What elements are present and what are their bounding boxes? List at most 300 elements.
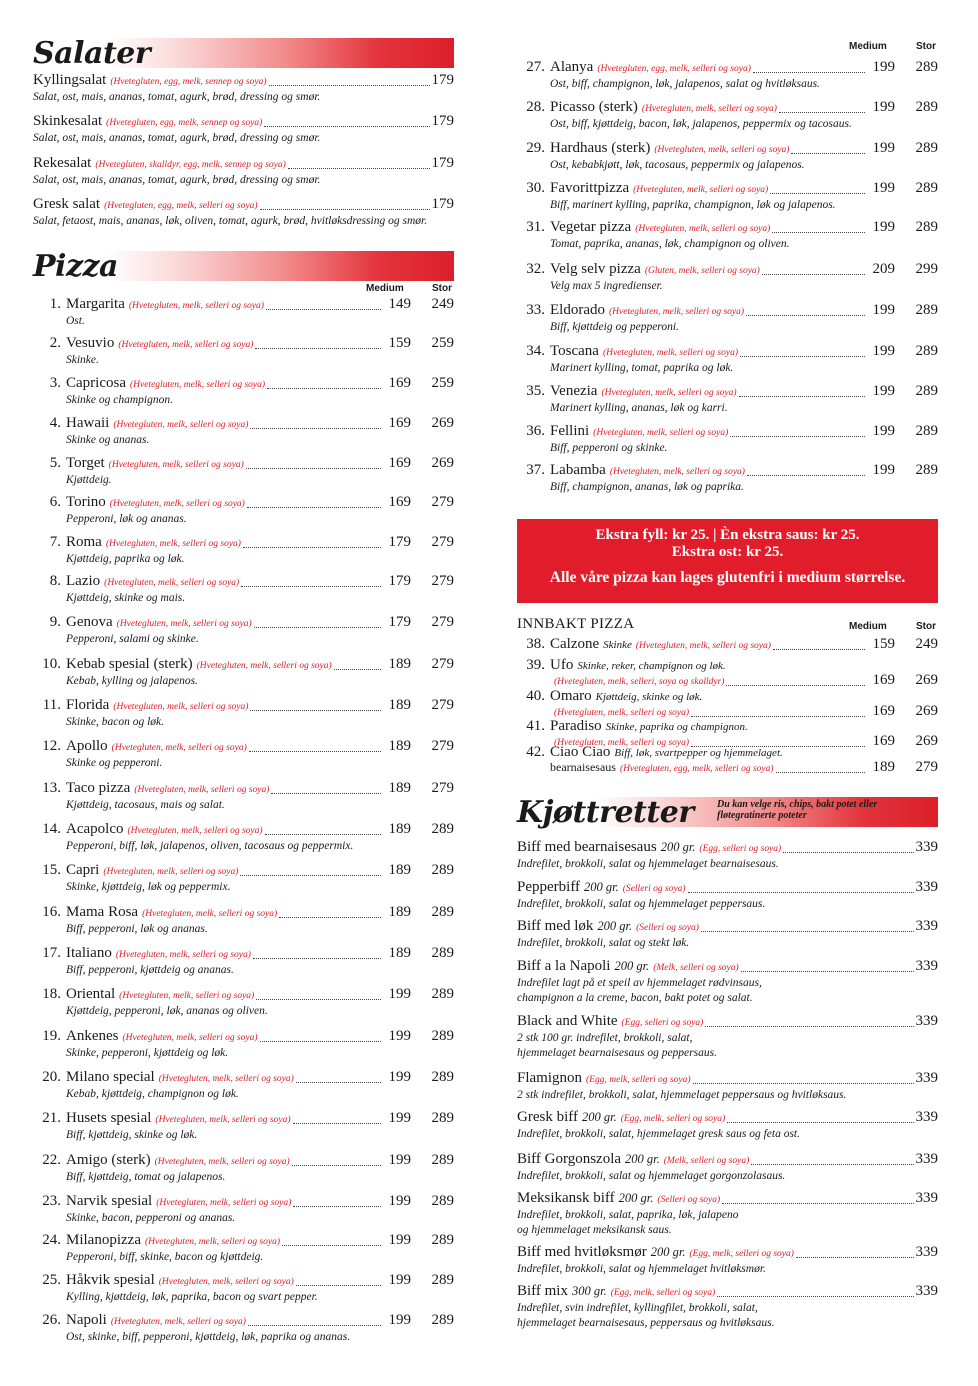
item-line: [33, 72, 454, 90]
price-stor: 289: [431, 1028, 454, 1044]
item-description: Skinke, reker, champignon og løk.: [577, 660, 726, 672]
item-name: Roma: [66, 534, 102, 550]
item-line: [517, 879, 938, 897]
dot-leader: [260, 1041, 381, 1042]
price-stor: 269: [431, 415, 454, 431]
section-banner: [517, 795, 938, 830]
price-stor: 259: [431, 375, 454, 391]
item-allergens: (Selleri og soya): [636, 923, 699, 933]
item-allergens: (Egg, selleri og soya): [621, 1018, 704, 1028]
item-description: Marinert kylling, ananas, løk og karri.: [550, 402, 728, 414]
price-stor: 249: [915, 636, 938, 652]
item-line: [517, 1190, 938, 1208]
item-price: 339: [915, 918, 938, 934]
item-size: 200 gr.: [614, 959, 650, 973]
item-allergens: (Hvetegluten, melk, selleri og soya): [108, 460, 244, 470]
item-number: 26.: [42, 1312, 61, 1328]
item-line: [33, 296, 411, 314]
item-size: 200 gr.: [625, 1152, 660, 1166]
price-medium: 199: [872, 383, 895, 399]
item-name: Favorittpizza: [550, 180, 630, 196]
dot-leader: [741, 971, 914, 972]
item-allergens: (Egg, melk, selleri og soya): [620, 1114, 726, 1124]
item-description: Ost.: [66, 315, 85, 327]
item-description: Indrefilet, brokkoli, salat og hjemmelaget gorgonzolasaus.: [517, 1170, 786, 1182]
item-price: 339: [915, 1109, 938, 1125]
item-allergens: (Hvetegluten, melk, selleri og soya): [134, 785, 270, 795]
item-allergens: (Egg, melk, selleri og soya): [610, 1288, 716, 1298]
item-allergens: (Egg, selleri og soya): [699, 844, 782, 854]
item-description: Skinke og champignon.: [66, 394, 173, 406]
innbakt-title: INNBAKT PIZZA: [517, 616, 635, 632]
item-description: Ost, biff, champignon, løk, jalapenos, salat og hvitløksaus.: [550, 78, 820, 90]
item-description: champignon a la creme, bacon, bakt potet og salat.: [517, 992, 753, 1004]
item-description: Biff, marinert kylling, paprika, champignon, løk og jalapenos.: [550, 199, 836, 211]
dot-leader: [241, 586, 381, 587]
item-allergens: (Hvetegluten, melk, selleri og soya): [158, 1277, 294, 1287]
item-allergens: (Egg, melk, selleri og soya): [689, 1249, 794, 1259]
dot-leader: [739, 396, 865, 397]
item-number: 39.: [526, 657, 545, 673]
item-allergens: (Hvetegluten, melk, selleri og soya): [113, 420, 249, 430]
item-price: 339: [915, 1283, 938, 1299]
item-description: 2 stk indrefilet, brokkoli, salat, hjemmelaget peppersaus og hvitløksaus.: [517, 1089, 847, 1101]
section-banner: [33, 36, 454, 71]
item-allergens: (Melk, selleri og soya): [653, 963, 739, 973]
item-price: 339: [915, 1070, 938, 1086]
item-allergens: (Hvetegluten, melk, selleri og soya): [602, 348, 739, 358]
item-name: Ciao Ciao: [550, 744, 611, 760]
price-medium: 199: [872, 219, 895, 235]
item-description: Ost, biff, kjøttdeig, bacon, løk, jalapenos, peppermix og tacosaus.: [550, 118, 852, 130]
item-description: Indrefilet lagt på et speil av hjemmelaget rødvinsaus,: [517, 977, 762, 989]
column-header-medium: Medium: [849, 621, 887, 632]
price-stor: 279: [431, 534, 454, 550]
item-allergens: (Hvetegluten, melk, selleri, soya og skalldyr): [554, 677, 725, 687]
item-line: [517, 180, 895, 198]
price-stor: 269: [431, 455, 454, 471]
item-number: 5.: [49, 455, 61, 471]
price-stor: 289: [915, 140, 938, 156]
item-number: 21.: [42, 1110, 61, 1126]
price-stor: 289: [915, 99, 938, 115]
item-name: Biff a la Napoli: [517, 958, 611, 974]
item-allergens: (Hvetegluten, egg, melk, sennep og soya): [106, 118, 263, 128]
item-line: [517, 636, 895, 654]
price-medium: 209: [872, 261, 895, 277]
item-allergens: (Hvetegluten, melk, selleri og soya): [554, 708, 690, 718]
item-allergens: (Melk, selleri og soya): [663, 1156, 750, 1166]
dot-leader: [292, 1165, 381, 1166]
item-line-2: [550, 759, 895, 777]
price-medium: 179: [388, 614, 411, 630]
item-line: [517, 1151, 938, 1169]
item-allergens: (Hvetegluten, melk, selleri og soya): [641, 104, 777, 114]
dot-leader: [293, 1206, 381, 1207]
dot-leader: [240, 875, 381, 876]
item-allergens: (Hvetegluten, melk, selleri og soya): [122, 1033, 258, 1043]
item-price: 339: [915, 1151, 938, 1167]
price-stor: 279: [431, 573, 454, 589]
item-description: Salat, fetaost, mais, ananas, løk, oliven, tomat, agurk, brød, hvitløksdressing og smør.: [33, 215, 428, 227]
item-name: Amigo (sterk): [66, 1152, 151, 1168]
item-name: Biff Gorgonszola: [517, 1151, 622, 1167]
item-description: Skinke.: [66, 354, 99, 366]
item-allergens: (Hvetegluten, melk, selleri og soya): [118, 340, 254, 350]
item-name: Picasso (sterk): [550, 99, 638, 115]
item-description: Skinke: [603, 639, 632, 651]
item-number: 28.: [526, 99, 545, 115]
price-stor: 289: [431, 1069, 454, 1085]
item-allergens: (Hvetegluten, melk, selleri og soya): [593, 428, 729, 438]
section-title: Kjøttretter: [517, 795, 694, 830]
dot-leader: [773, 649, 865, 650]
item-description: Pepperoni, biff, skinke, bacon og kjøttdeig.: [66, 1251, 264, 1263]
item-line: [517, 261, 895, 279]
item-name: Acapolco: [66, 821, 124, 837]
price-medium: 199: [388, 1152, 411, 1168]
price-medium: 169: [388, 375, 411, 391]
item-description: Kjøttdeig, paprika og løk.: [66, 553, 185, 565]
item-name: Håkvik spesial: [66, 1272, 155, 1288]
price-stor: 279: [431, 738, 454, 754]
item-name: Kyllingsalat: [33, 72, 107, 88]
item-name: Oriental: [66, 986, 116, 1002]
extras-line: [517, 527, 938, 561]
item-number: 34.: [526, 343, 545, 359]
item-number: 8.: [49, 573, 61, 589]
dot-leader: [796, 1257, 914, 1258]
item-description: Skinke og ananas.: [66, 434, 150, 446]
item-allergens: (Hvetegluten, melk, selleri og soya): [154, 1157, 290, 1167]
dot-leader: [776, 772, 865, 773]
item-line: [33, 738, 411, 756]
item-line: [33, 415, 411, 433]
dot-leader: [250, 710, 381, 711]
dot-leader: [288, 168, 430, 169]
item-description: Indrefilet, brokkoli, salat og hjemmelaget bearnaisesaus.: [517, 858, 779, 870]
item-number: 22.: [42, 1152, 61, 1168]
item-number: 29.: [526, 140, 545, 156]
item-price: 179: [431, 196, 454, 212]
item-name: Narvik spesial: [66, 1193, 153, 1209]
item-description: 2 stk 100 gr. indrefilet, brokkoli, salat,: [517, 1032, 693, 1044]
item-line: [517, 383, 895, 401]
item-allergens: (Hvetegluten, melk, selleri og soya): [115, 950, 251, 960]
price-stor: 279: [915, 759, 938, 775]
price-stor: 289: [431, 862, 454, 878]
item-line: [33, 155, 454, 173]
item-description: Skinke og pepperoni.: [66, 757, 163, 769]
item-allergens: (Hvetegluten, egg, melk, selleri og soya): [597, 64, 751, 74]
price-medium: 169: [388, 494, 411, 510]
section-title: Pizza: [33, 249, 118, 284]
item-description: Skinke, bacon og løk.: [66, 716, 165, 728]
item-line: [33, 1232, 411, 1250]
item-description: Biff, pepperoni, løk og ananas.: [66, 923, 208, 935]
item-description: Salat, ost, mais, ananas, tomat, agurk, brød, dressing og smør.: [33, 132, 321, 144]
dot-leader: [271, 793, 381, 794]
item-name: Skinkesalat: [33, 113, 103, 129]
price-stor: 289: [431, 1193, 454, 1209]
item-description: Skinke, bacon, pepperoni og ananas.: [66, 1212, 236, 1224]
item-number: 35.: [526, 383, 545, 399]
item-line: [517, 59, 895, 77]
item-line: [33, 113, 454, 131]
item-allergens: (Hvetegluten, melk, selleri og soya): [142, 909, 278, 919]
item-name: Capri: [66, 862, 100, 878]
item-number: 11.: [42, 697, 61, 713]
item-allergens: (Hvetegluten, egg, melk, selleri og soya): [619, 764, 774, 774]
item-description: Indrefilet, brokkoli, salat, hjemmelaget gresk saus og feta ost.: [517, 1128, 800, 1140]
item-name: Fellini: [550, 423, 590, 439]
price-stor: 269: [915, 733, 938, 749]
extras-line-1: Ekstra fyll: kr 25. | Èn ekstra saus: kr 25.: [595, 527, 860, 543]
item-number: 20.: [42, 1069, 61, 1085]
item-price: 339: [915, 1244, 938, 1260]
dot-leader: [701, 931, 914, 932]
item-name: Venezia: [550, 383, 598, 399]
item-line: [33, 614, 411, 632]
item-size: 200 gr.: [597, 919, 633, 933]
item-allergens: (Hvetegluten, melk, selleri og soya): [144, 1237, 281, 1247]
price-stor: 289: [431, 1110, 454, 1126]
dot-leader: [726, 685, 865, 686]
price-stor: 299: [915, 261, 938, 277]
item-line: [33, 1312, 411, 1330]
item-description: Biff, kjøttdeig, skinke og løk.: [66, 1129, 198, 1141]
item-size: 200 gr.: [618, 1191, 654, 1205]
item-allergens: (Hvetegluten, melk, selleri og soya): [156, 1198, 292, 1208]
price-medium: 169: [872, 733, 895, 749]
price-stor: 249: [431, 296, 454, 312]
item-line: [33, 986, 411, 1004]
item-number: 31.: [526, 219, 545, 235]
dot-leader: [293, 1123, 382, 1124]
item-line: [517, 1283, 938, 1301]
dot-leader: [249, 751, 381, 752]
item-name: Margarita: [66, 296, 125, 312]
item-allergens: (Hvetegluten, melk, selleri og soya): [128, 301, 264, 311]
price-medium: 199: [388, 1232, 411, 1248]
item-allergens: (Hvetegluten, melk, selleri og soya): [129, 380, 266, 390]
item-description: Kebab, kylling og jalapenos.: [66, 675, 198, 687]
price-stor: 279: [431, 656, 454, 672]
item-line: [517, 99, 895, 117]
item-line: [517, 1244, 938, 1262]
dot-leader: [746, 315, 865, 316]
item-name: Apollo: [66, 738, 108, 754]
item-number: 18.: [42, 986, 61, 1002]
item-line: [517, 302, 895, 320]
item-price: 339: [915, 1190, 938, 1206]
item-number: 17.: [42, 945, 61, 961]
item-line: [33, 494, 411, 512]
item-allergens: (Hvetegluten, melk, selleri og soya): [113, 702, 249, 712]
item-description: Salat, ost, mais, ananas, tomat, agurk, brød, dressing og smør.: [33, 174, 321, 186]
item-name: Ankenes: [66, 1028, 119, 1044]
item-allergens: (Hvetegluten, melk, selleri og soya): [127, 826, 263, 836]
price-stor: 279: [431, 780, 454, 796]
dot-leader: [254, 627, 381, 628]
item-description: Biff, champignon, ananas, løk og paprika.: [550, 481, 744, 493]
item-line: [517, 1070, 938, 1088]
price-medium: 189: [388, 780, 411, 796]
item-line: [33, 1110, 411, 1128]
price-stor: 289: [915, 383, 938, 399]
item-description: Pepperoni, biff, løk, jalapenos, oliven, tacosaus og peppermix.: [66, 840, 354, 852]
item-price: 339: [915, 839, 938, 855]
dot-leader: [334, 669, 381, 670]
column-header-stor: Stor: [916, 621, 936, 632]
item-price: 339: [915, 1013, 938, 1029]
item-number: 12.: [42, 738, 61, 754]
item-allergens: (Hvetegluten, egg, melk, sennep og soya): [110, 77, 267, 87]
item-line: [33, 1272, 411, 1290]
price-stor: 289: [431, 986, 454, 1002]
price-stor: 289: [915, 219, 938, 235]
price-stor: 279: [431, 494, 454, 510]
item-number: 3.: [49, 375, 61, 391]
item-allergens: (Hvetegluten, melk, selleri og soya): [196, 661, 332, 671]
item-description: Biff, løk, svartpepper og hjemmelaget.: [614, 747, 783, 759]
item-number: 36.: [526, 423, 545, 439]
item-number: 1.: [49, 296, 61, 312]
price-stor: 289: [915, 302, 938, 318]
dot-leader: [260, 209, 430, 210]
item-allergens: (Hvetegluten, melk, selleri og soya): [104, 578, 240, 588]
item-name: Genova: [66, 614, 113, 630]
price-medium: 189: [388, 904, 411, 920]
dot-leader: [243, 547, 381, 548]
item-number: 42.: [526, 744, 545, 760]
dot-leader: [264, 126, 429, 127]
item-number: 30.: [526, 180, 545, 196]
item-number: 14.: [42, 821, 61, 837]
item-number: 23.: [42, 1193, 61, 1209]
item-price: 179: [431, 113, 454, 129]
item-name: Alanya: [550, 59, 594, 75]
item-price: 339: [915, 879, 938, 895]
dot-leader: [753, 72, 865, 73]
item-name: Biff med hvitløksmør: [517, 1244, 647, 1260]
dot-leader: [269, 85, 430, 86]
item-line: [33, 656, 411, 674]
item-description: Biff, kjøttdeig og pepperoni.: [550, 321, 679, 333]
item-allergens: (Hvetegluten, melk, selleri og soya): [158, 1074, 294, 1084]
item-number: 4.: [49, 415, 61, 431]
dot-leader: [282, 1245, 381, 1246]
price-stor: 289: [431, 1232, 454, 1248]
item-name: Black and White: [517, 1013, 618, 1029]
price-medium: 179: [388, 534, 411, 550]
price-medium: 199: [872, 180, 895, 196]
item-name: Vesuvio: [66, 335, 115, 351]
section-note: Du kan velge ris, chips, bakt potet eller fløtegratinerte poteter: [717, 799, 878, 821]
item-description: Skinke, paprika og champignon.: [605, 721, 748, 733]
item-allergens: (Selleri og soya): [657, 1195, 721, 1205]
price-medium: 189: [388, 656, 411, 672]
item-size: 200 gr.: [660, 840, 696, 854]
item-description: Kjøttdeig, skinke og løk.: [595, 691, 703, 703]
price-medium: 189: [388, 945, 411, 961]
item-line: [33, 904, 411, 922]
item-allergens: (Hvetegluten, melk, selleri og soya): [119, 991, 255, 1001]
item-description: Skinke, kjøttdeig, løk og peppermix.: [66, 881, 231, 893]
section-title: Salater: [33, 36, 151, 71]
item-name: Hardhaus (sterk): [550, 140, 651, 156]
price-stor: 259: [431, 335, 454, 351]
price-medium: 159: [872, 636, 895, 652]
item-line: [33, 1193, 411, 1211]
item-name: Gresk biff: [517, 1109, 578, 1125]
item-name: Labamba: [550, 462, 606, 478]
item-number: 40.: [526, 688, 545, 704]
price-medium: 199: [388, 1069, 411, 1085]
dot-leader: [779, 112, 865, 113]
dot-leader: [747, 475, 865, 476]
item-description: Indrefilet, svin indrefilet, kyllingfilet, brokkoli, salat,: [517, 1302, 758, 1314]
item-allergens: (Hvetegluten, melk, selleri og soya): [105, 539, 241, 549]
item-number: 10.: [42, 656, 61, 672]
item-line: [517, 219, 895, 237]
price-medium: 199: [388, 1028, 411, 1044]
item-allergens: (Hvetegluten, egg, melk, selleri og soya): [104, 201, 258, 211]
item-number: 13.: [42, 780, 61, 796]
price-stor: 289: [431, 821, 454, 837]
item-line: [33, 697, 411, 715]
price-stor: 279: [431, 614, 454, 630]
item-name: Mama Rosa: [66, 904, 139, 920]
item-size: 300 gr.: [571, 1284, 607, 1298]
dot-leader: [791, 153, 865, 154]
item-description: Tomat, paprika, ananas, løk, champignon og oliven.: [550, 238, 790, 250]
price-stor: 269: [915, 672, 938, 688]
item-name: Omaro: [550, 688, 592, 704]
price-stor: 289: [915, 59, 938, 75]
item-description: Skinke, pepperoni, kjøttdeig og løk.: [66, 1047, 229, 1059]
item-name: Calzone: [550, 636, 600, 652]
item-name: Pepperbiff: [517, 879, 581, 895]
column-header-stor: Stor: [916, 41, 936, 52]
price-medium: 189: [388, 821, 411, 837]
item-number: 7.: [49, 534, 61, 550]
dot-leader: [253, 958, 381, 959]
price-medium: 159: [388, 335, 411, 351]
item-number: 25.: [42, 1272, 61, 1288]
item-name: Biff med løk: [517, 918, 594, 934]
item-name: Husets spesial: [66, 1110, 152, 1126]
item-price: 179: [431, 155, 454, 171]
price-medium: 199: [388, 1272, 411, 1288]
price-medium: 179: [388, 573, 411, 589]
item-price: 339: [915, 958, 938, 974]
column-header-stor: Stor: [432, 283, 452, 294]
item-name: Hawaii: [66, 415, 110, 431]
price-medium: 189: [872, 759, 895, 775]
dot-leader: [740, 356, 865, 357]
item-number: 37.: [526, 462, 545, 478]
dot-leader: [783, 852, 913, 853]
item-line: [517, 839, 938, 857]
item-description: Kjøttdeig, tacosaus, mais og salat.: [66, 799, 225, 811]
item-name: Capricosa: [66, 375, 126, 391]
item-description: Kylling, kjøttdeig, løk, paprika, bacon og svart pepper.: [66, 1291, 318, 1303]
glutenfree-note: Alle våre pizza kan lages glutenfri i medium størrelse.: [549, 569, 906, 586]
dot-leader: [722, 1203, 913, 1204]
item-allergens: (Hvetegluten, melk, selleri og soya): [635, 224, 771, 234]
item-number: 24.: [42, 1232, 61, 1248]
